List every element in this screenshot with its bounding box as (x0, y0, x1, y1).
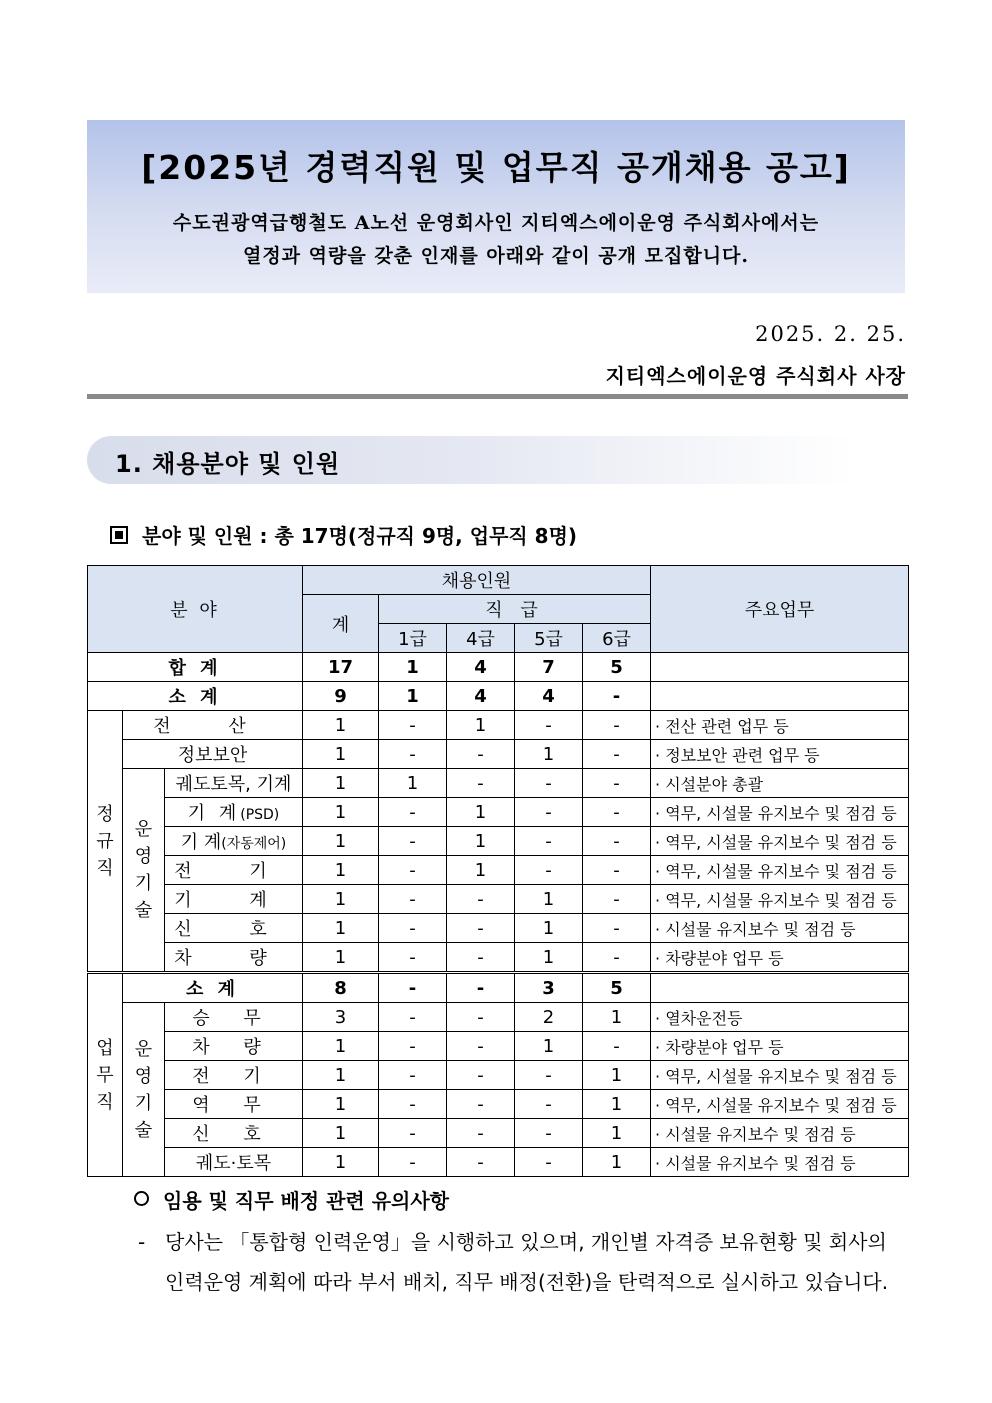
contract-group-label (88, 973, 123, 1177)
table-row (88, 914, 909, 943)
row-g6: - (583, 711, 651, 740)
row-name: 정보보안 (123, 740, 303, 769)
table-row (88, 856, 909, 885)
row-total: 1 (303, 798, 379, 827)
row-g1: - (379, 740, 447, 769)
row-g4: 1 (447, 711, 515, 740)
regular-group-text: 정규직 (96, 803, 114, 879)
contract-subtotal-g5: 3 (515, 973, 583, 1003)
row-g5: - (515, 769, 583, 798)
header-total: 계 (303, 595, 379, 653)
table-row (88, 885, 909, 914)
header-grade-4: 4급 (447, 624, 515, 653)
row-duty: · 전산 관련 업무 등 (651, 711, 909, 740)
notice-heading (134, 1185, 449, 1214)
row-g4: - (447, 1090, 515, 1119)
row-g1: - (379, 1003, 447, 1032)
row-g1: - (379, 1119, 447, 1148)
row-name (165, 885, 303, 914)
row-g6: - (583, 740, 651, 769)
table-row (88, 740, 909, 769)
announcement-date: 2025. 2. 25. (755, 322, 906, 346)
row-g5: 1 (515, 885, 583, 914)
grand-total-g1: 1 (379, 653, 447, 682)
row-duty: · 차량분야 업무 등 (651, 1032, 909, 1061)
contract-group-text: 업무직 (96, 1037, 114, 1113)
row-name (165, 914, 303, 943)
table-row (88, 1061, 909, 1090)
contract-subtotal-duty (651, 973, 909, 1003)
row-duty: · 역무, 시설물 유지보수 및 점검 등 (651, 856, 909, 885)
row-g1: - (379, 798, 447, 827)
row-g1: - (379, 943, 447, 973)
row-duty: · 시설물 유지보수 및 점검 등 (651, 914, 909, 943)
contract-subtotal-row (88, 973, 909, 1003)
row-g5: 1 (515, 1032, 583, 1061)
header-row-1 (88, 566, 909, 595)
row-total: 1 (303, 827, 379, 856)
notice-body (138, 1222, 910, 1302)
grand-total-duty (651, 653, 909, 682)
row-g5: - (515, 827, 583, 856)
grand-total-row (88, 653, 909, 682)
row-name-suffix: (자동제어) (221, 836, 287, 852)
row-g5: - (515, 856, 583, 885)
row-duty: · 역무, 시설물 유지보수 및 점검 등 (651, 885, 909, 914)
regular-subtotal-g6: - (583, 682, 651, 711)
row-g4: 1 (447, 827, 515, 856)
table-row (88, 711, 909, 740)
row-total: 1 (303, 885, 379, 914)
row-duty: · 시설물 유지보수 및 점검 등 (651, 1148, 909, 1177)
table-row (88, 1032, 909, 1061)
row-g5: - (515, 1061, 583, 1090)
regular-subtotal-g4: 4 (447, 682, 515, 711)
row-g5: - (515, 1148, 583, 1177)
row-name (165, 827, 303, 856)
regular-subtotal-g5: 4 (515, 682, 583, 711)
row-name (165, 1090, 303, 1119)
recruitment-summary (110, 520, 577, 549)
row-total: 3 (303, 1003, 379, 1032)
row-duty: · 역무, 시설물 유지보수 및 점검 등 (651, 1061, 909, 1090)
contract-subtotal-count: 8 (303, 973, 379, 1003)
dash-bullet: - (138, 1230, 146, 1254)
row-name-text: 역 무 (192, 1095, 275, 1116)
row-name-text: 기 계 (174, 890, 293, 911)
row-g1: - (379, 711, 447, 740)
row-name-text: 신 호 (174, 919, 293, 940)
regular-subgroup-text: 운영기술 (134, 819, 153, 921)
row-g4: 1 (447, 798, 515, 827)
row-name-text: 전 기 (174, 861, 293, 882)
row-g5: 2 (515, 1003, 583, 1032)
row-g6: - (583, 827, 651, 856)
contract-subtotal-g1: - (379, 973, 447, 1003)
row-g5: - (515, 798, 583, 827)
row-g4: - (447, 943, 515, 973)
header-field: 분 야 (88, 566, 303, 653)
row-duty: · 역무, 시설물 유지보수 및 점검 등 (651, 798, 909, 827)
regular-subtotal-count: 9 (303, 682, 379, 711)
row-name (165, 1061, 303, 1090)
regular-subtotal-g1: 1 (379, 682, 447, 711)
row-g4: - (447, 1003, 515, 1032)
issuer: 지티엑스에이운영 주식회사 사장 (605, 364, 906, 388)
row-duty: · 열차운전등 (651, 1003, 909, 1032)
title-banner (87, 120, 905, 293)
row-name-text: 기 계 (180, 832, 222, 853)
recruitment-table (87, 565, 909, 1177)
circle-bullet-icon (134, 1191, 149, 1206)
section-heading (87, 436, 857, 484)
row-g6: 1 (583, 1119, 651, 1148)
row-g4: - (447, 885, 515, 914)
table-row (88, 827, 909, 856)
row-name: 궤도토목, 기계 (165, 769, 303, 798)
header-duty: 주요업무 (651, 566, 909, 653)
row-g4: 1 (447, 856, 515, 885)
grand-total-g5: 7 (515, 653, 583, 682)
row-duty: · 정보보안 관련 업무 등 (651, 740, 909, 769)
header-hire-count: 채용인원 (303, 566, 651, 595)
table-row (88, 769, 909, 798)
contract-subtotal-g4: - (447, 973, 515, 1003)
row-name-text: 기 계 (187, 803, 241, 824)
row-total: 1 (303, 711, 379, 740)
row-name (123, 711, 303, 740)
notice-line-1-text: 당사는 「통합형 인력운영」을 시행하고 있으며, 개인별 자격증 보유현황 및 회사의 (165, 1230, 887, 1254)
row-g1: - (379, 914, 447, 943)
row-g4: - (447, 1061, 515, 1090)
row-total: 1 (303, 1061, 379, 1090)
row-g6: - (583, 885, 651, 914)
row-duty: · 시설분야 총괄 (651, 769, 909, 798)
row-total: 1 (303, 856, 379, 885)
notice-line-2: 인력운영 계획에 따라 부서 배치, 직무 배정(전환)을 탄력적으로 실시하고 있습니다. (165, 1270, 889, 1294)
row-name-text: 전 산 (153, 716, 272, 737)
row-g6: - (583, 769, 651, 798)
row-g5: 1 (515, 943, 583, 973)
grand-total-g4: 4 (447, 653, 515, 682)
row-g4: - (447, 1032, 515, 1061)
divider (87, 394, 908, 399)
row-name: 궤도·토목 (165, 1148, 303, 1177)
grand-total-g6: 5 (583, 653, 651, 682)
row-g4: - (447, 1148, 515, 1177)
row-total: 1 (303, 769, 379, 798)
notice-line-1 (138, 1222, 910, 1262)
row-duty: · 시설물 유지보수 및 점검 등 (651, 1119, 909, 1148)
row-name (165, 1003, 303, 1032)
row-name (165, 1119, 303, 1148)
header-grade: 직 급 (379, 595, 651, 624)
row-name-suffix: (PSD) (240, 807, 280, 823)
row-g5: - (515, 711, 583, 740)
grand-total-label: 합 계 (88, 653, 303, 682)
row-total: 1 (303, 943, 379, 973)
row-g4: - (447, 740, 515, 769)
square-bullet-icon (110, 526, 128, 544)
section-title: 1. 채용분야 및 인원 (115, 450, 341, 478)
header-grade-6: 6급 (583, 624, 651, 653)
table-row (88, 943, 909, 973)
row-g6: - (583, 914, 651, 943)
row-g5: 1 (515, 914, 583, 943)
page-title: [2025년 경력직원 및 업무직 공개채용 공고] (141, 148, 851, 187)
row-g1: - (379, 1148, 447, 1177)
row-g6: 1 (583, 1003, 651, 1032)
row-g6: - (583, 856, 651, 885)
row-duty: · 차량분야 업무 등 (651, 943, 909, 973)
row-name (165, 1032, 303, 1061)
row-g1: - (379, 1061, 447, 1090)
row-g5: - (515, 1090, 583, 1119)
row-g1: 1 (379, 769, 447, 798)
table-row (88, 1003, 909, 1032)
row-g5: 1 (515, 740, 583, 769)
row-g1: - (379, 1032, 447, 1061)
row-g4: - (447, 769, 515, 798)
row-name (165, 856, 303, 885)
regular-subtotal-row (88, 682, 909, 711)
notice-title: 임용 및 직무 배정 관련 유의사항 (163, 1189, 449, 1213)
row-total: 1 (303, 1119, 379, 1148)
row-name-text: 차 량 (192, 1037, 275, 1058)
row-g6: - (583, 943, 651, 973)
row-g5: - (515, 1119, 583, 1148)
table-row (88, 1119, 909, 1148)
regular-subtotal-duty (651, 682, 909, 711)
summary-text: 분야 및 인원 : 총 17명(정규직 9명, 업무직 8명) (142, 524, 578, 548)
table-row (88, 798, 909, 827)
banner-subtitle-line1: 수도권광역급행철도 A노선 운영회사인 지티엑스에이운영 주식회사에서는 (172, 212, 820, 234)
row-duty: · 역무, 시설물 유지보수 및 점검 등 (651, 1090, 909, 1119)
row-name (165, 943, 303, 973)
row-duty: · 역무, 시설물 유지보수 및 점검 등 (651, 827, 909, 856)
regular-group-label (88, 711, 123, 973)
grand-total-count: 17 (303, 653, 379, 682)
row-name-text: 차 량 (174, 948, 293, 969)
contract-subtotal-g6: 5 (583, 973, 651, 1003)
row-g6: - (583, 1032, 651, 1061)
row-g4: - (447, 1119, 515, 1148)
row-g1: - (379, 1090, 447, 1119)
row-g6: - (583, 798, 651, 827)
table-row (88, 1090, 909, 1119)
contract-subgroup-label (123, 1003, 165, 1177)
row-g1: - (379, 885, 447, 914)
row-g1: - (379, 827, 447, 856)
contract-subtotal-label: 소 계 (123, 973, 303, 1003)
row-g1: - (379, 856, 447, 885)
row-g6: 1 (583, 1061, 651, 1090)
row-name-text: 전 기 (192, 1066, 275, 1087)
row-name (165, 798, 303, 827)
contract-subgroup-text: 운영기술 (134, 1038, 153, 1141)
row-total: 1 (303, 914, 379, 943)
row-name-text: 신 호 (192, 1124, 275, 1145)
row-g4: - (447, 914, 515, 943)
regular-subtotal-label: 소 계 (88, 682, 303, 711)
row-name-text: 승 무 (192, 1008, 275, 1029)
row-total: 1 (303, 1032, 379, 1061)
header-grade-1: 1급 (379, 624, 447, 653)
header-grade-5: 5급 (515, 624, 583, 653)
table-row (88, 1148, 909, 1177)
row-g6: 1 (583, 1090, 651, 1119)
row-total: 1 (303, 740, 379, 769)
regular-subgroup-label (123, 769, 165, 973)
row-total: 1 (303, 1148, 379, 1177)
row-total: 1 (303, 1090, 379, 1119)
row-g6: 1 (583, 1148, 651, 1177)
banner-subtitle-line2: 열정과 역량을 갖춘 인재를 아래와 같이 공개 모집합니다. (242, 245, 750, 267)
